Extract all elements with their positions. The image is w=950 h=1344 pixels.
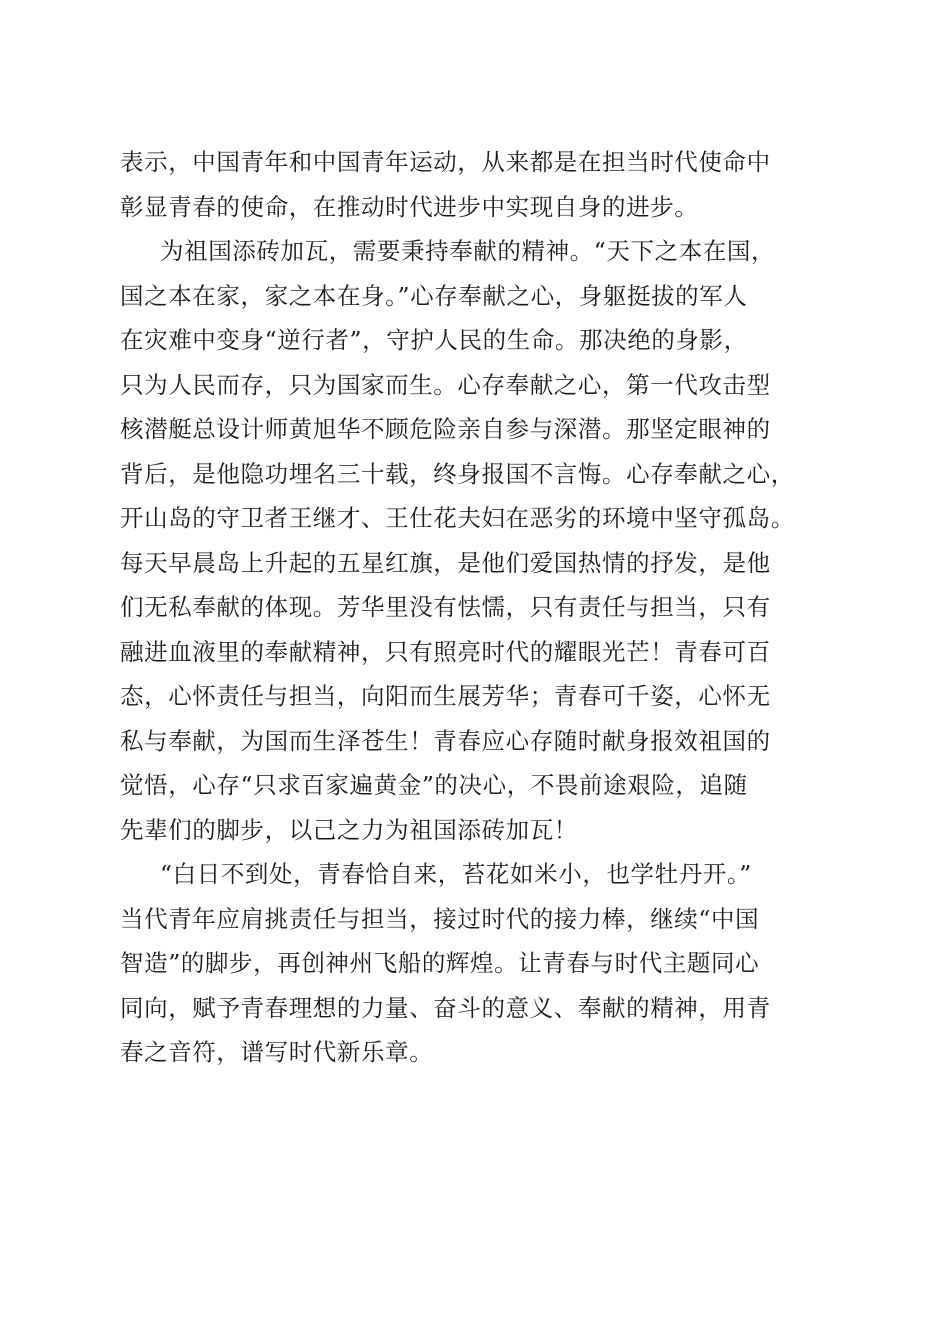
paragraph-2 <box>120 229 840 852</box>
text-line: 为祖国添砖加瓦，需要秉持奉献的精神。“天下之本在国， <box>160 237 776 265</box>
text-line: 开山岛的守卫者王继才、王仕花夫妇在恶劣的环境中坚守孤岛。 <box>120 504 795 532</box>
text-line: 每天早晨岛上升起的五星红旗，是他们爱国热情的抒发，是他 <box>120 548 771 577</box>
text-line: 觉悟，心存“只求百家遍黄金”的决心，不畏前途艰险，追随 <box>120 771 748 799</box>
text-line: “白日不到处，青春恰自来，苔花如米小，也学牡丹开。” <box>160 860 752 888</box>
text-line: 们无私奉献的体现。芳华里没有怯懦，只有责任与担当，只有 <box>120 593 771 621</box>
text-line: 态，心怀责任与担当，向阳而生展芳华；青春可千姿，心怀无 <box>120 682 771 710</box>
text-line: 当代青年应肩挑责任与担当，接过时代的接力棒，继续“中国 <box>120 904 760 933</box>
text-line: 彰显青春的使命，在推动时代进步中实现自身的进步。 <box>120 192 699 221</box>
paragraph-3 <box>120 852 840 1075</box>
text-line: 只为人民而存，只为国家而生。心存奉献之心，第一代攻击型 <box>120 370 771 399</box>
text-line: 智造”的脚步，再创神州飞船的辉煌。让青春与时代主题同心 <box>120 949 760 977</box>
text-line: 背后，是他隐功埋名三十载，终身报国不言悔。心存奉献之心， <box>120 459 795 488</box>
text-line: 核潜艇总设计师黄旭华不顾危险亲自参与深潜。那坚定眼神的 <box>120 415 771 443</box>
text-line: 先辈们的脚步，以己之力为祖国添砖加瓦！ <box>120 815 578 844</box>
paragraph-1 <box>120 140 840 229</box>
text-line: 表示，中国青年和中国青年运动，从来都是在担当时代使命中 <box>120 148 771 176</box>
body-text <box>120 140 840 1075</box>
text-line: 国之本在家，家之本在身。”心存奉献之心，身躯挺拔的军人 <box>120 281 748 310</box>
text-line: 私与奉献，为国而生泽苍生！青春应心存随时献身报效祖国的 <box>120 726 771 755</box>
text-line: 在灾难中变身“逆行者”，守护人民的生命。那决绝的身影， <box>120 326 748 354</box>
text-line: 融进血液里的奉献精神，只有照亮时代的耀眼光芒！青春可百 <box>120 637 771 666</box>
text-line: 春之音符，谱写时代新乐章。 <box>120 1038 434 1066</box>
text-line: 同向，赋予青春理想的力量、奋斗的意义、奉献的精神，用青 <box>120 993 771 1022</box>
